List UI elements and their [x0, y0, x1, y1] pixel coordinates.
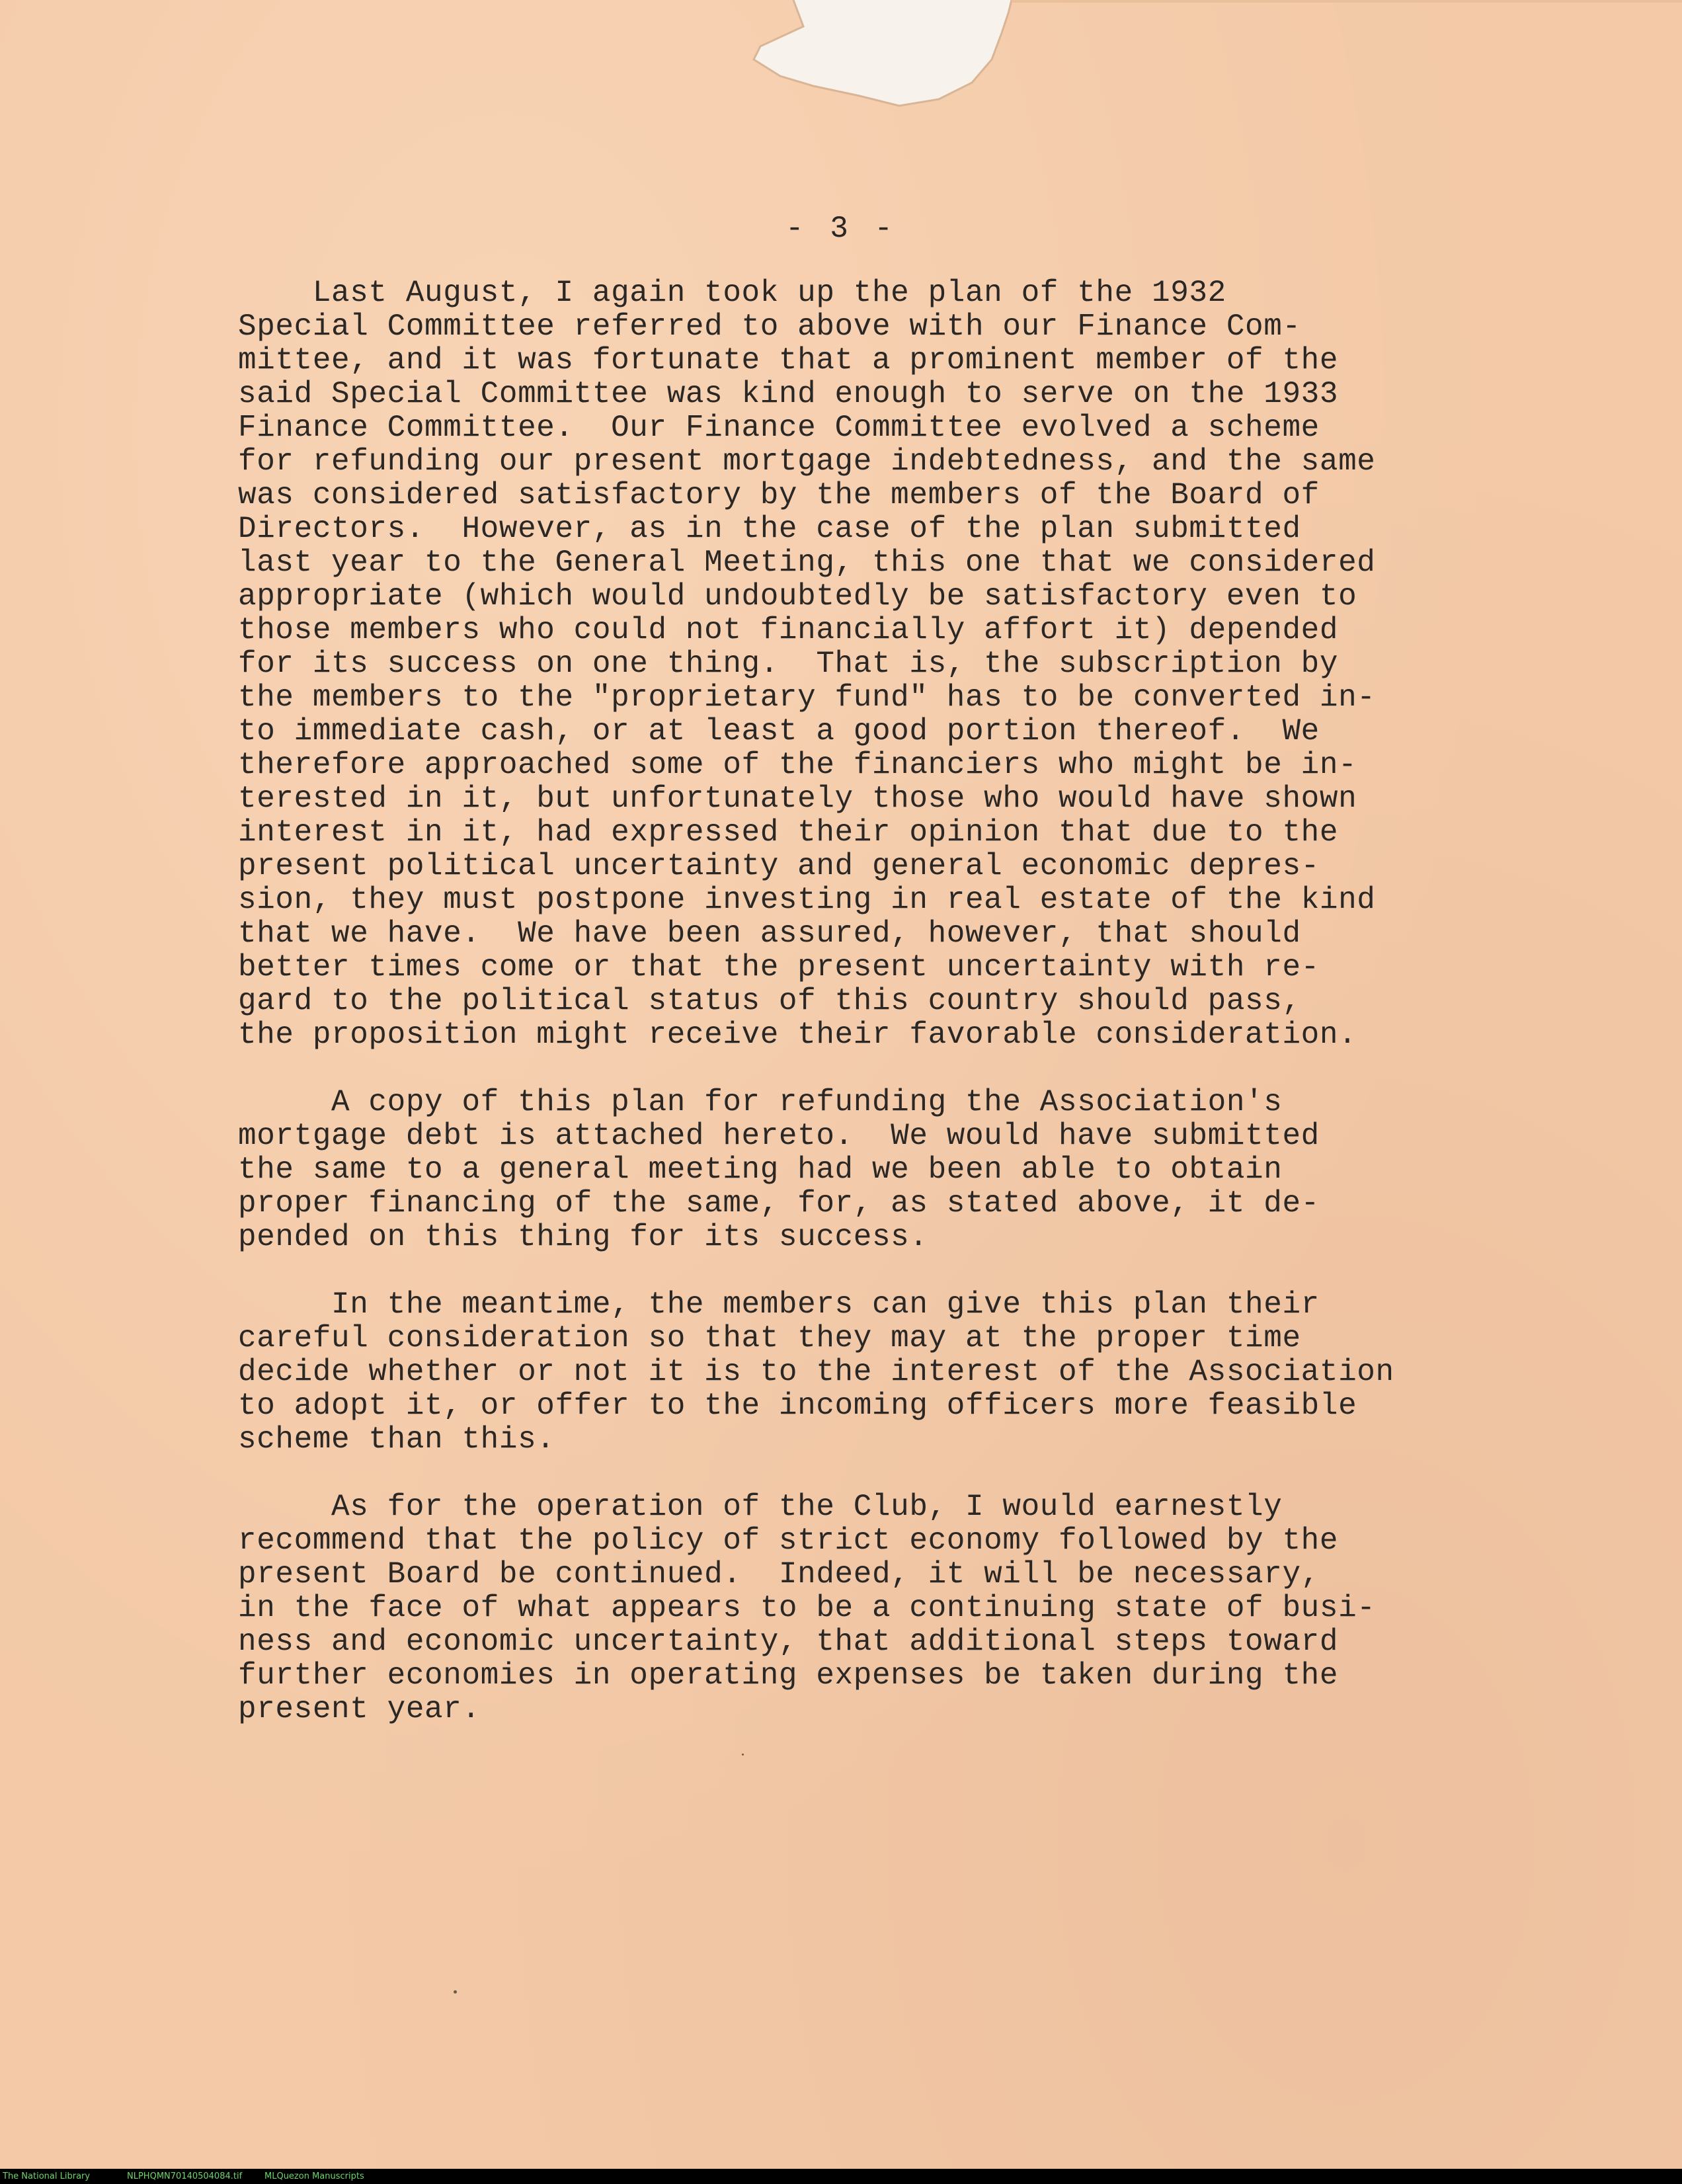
- paper-speck: [742, 1754, 744, 1756]
- text-line: present year.: [238, 1692, 481, 1726]
- page-number: - 3 -: [785, 212, 897, 246]
- text-line: As for the operation of the Club, I would earnestly: [238, 1490, 1283, 1524]
- text-line: interest in it, had expressed their opinion that due to the: [238, 815, 1339, 850]
- text-line: present Board be continued. Indeed, it will be necessary,: [238, 1557, 1320, 1592]
- text-line: mortgage debt is attached hereto. We would have submitted: [238, 1119, 1320, 1153]
- text-line: decide whether or not it is to the interest of the Association: [238, 1355, 1394, 1389]
- text-line: that we have. We have been assured, however, that should: [238, 916, 1301, 951]
- paragraph: [238, 1288, 1494, 1457]
- text-line: further economies in operating expenses be taken during the: [238, 1658, 1339, 1693]
- paragraph: [238, 1086, 1494, 1254]
- text-line: careful consideration so that they may at the proper time: [238, 1321, 1301, 1355]
- text-line: gard to the political status of this country should pass,: [238, 984, 1301, 1018]
- text-line: for its success on one thing. That is, the subscription by: [238, 647, 1339, 681]
- text-line: proper financing of the same, for, as stated above, it de-: [238, 1186, 1320, 1221]
- text-line: sion, they must postpone investing in real estate of the kind: [238, 883, 1376, 917]
- text-line: the members to the "proprietary fund" has to be converted in-: [238, 680, 1376, 715]
- footer-library: The National Library: [3, 2171, 91, 2181]
- text-line: was considered satisfactory by the members of the Board of: [238, 478, 1320, 512]
- text-line: In the meantime, the members can give this plan their: [238, 1287, 1320, 1322]
- text-line: Finance Committee. Our Finance Committee evolved a scheme: [238, 411, 1320, 445]
- text-line: present political uncertainty and general economic depres-: [238, 849, 1320, 883]
- text-line: to immediate cash, or at least a good portion thereof. We: [238, 714, 1320, 748]
- text-line: therefore approached some of the financiers who might be in-: [238, 748, 1357, 782]
- footer-collection: MLQuezon Manuscripts: [264, 2171, 364, 2181]
- text-line: the same to a general meeting had we been able to obtain: [238, 1153, 1283, 1187]
- paragraph: [238, 276, 1494, 1052]
- text-line: better times come or that the present uncertainty with re-: [238, 950, 1320, 985]
- text-line: appropriate (which would undoubtedly be satisfactory even to: [238, 579, 1357, 614]
- text-line: scheme than this.: [238, 1422, 555, 1457]
- text-line: said Special Committee was kind enough to serve on the 1933: [238, 377, 1339, 411]
- text-line: to adopt it, or offer to the incoming officers more feasible: [238, 1389, 1357, 1423]
- torn-paper-edge: [0, 0, 1682, 119]
- paragraph: [238, 1490, 1494, 1726]
- text-line: Directors. However, as in the case of the plan submitted: [238, 512, 1301, 546]
- text-line: the proposition might receive their favorable consideration.: [238, 1018, 1357, 1052]
- text-line: in the face of what appears to be a continuing state of busi-: [238, 1591, 1376, 1625]
- text-line: A copy of this plan for refunding the Association's: [238, 1085, 1283, 1119]
- text-line: those members who could not financially affort it) depended: [238, 613, 1339, 647]
- paper-speck: [454, 1990, 457, 1994]
- footer-file: NLPHQMN70140504084.tif: [127, 2171, 243, 2181]
- text-line: last year to the General Meeting, this one that we considered: [238, 546, 1376, 580]
- text-line: ness and economic uncertainty, that additional steps toward: [238, 1625, 1339, 1659]
- text-line: Special Committee referred to above with our Finance Com-: [238, 309, 1301, 344]
- text-line: recommend that the policy of strict economy followed by the: [238, 1523, 1339, 1558]
- text-line: mittee, and it was fortunate that a prominent member of the: [238, 343, 1339, 378]
- text-line: for refunding our present mortgage indebtedness, and the same: [238, 444, 1376, 479]
- text-line: Last August, I again took up the plan of the 1932: [238, 276, 1226, 310]
- scan-footer: [0, 2169, 1682, 2184]
- letter-body: [238, 276, 1494, 1760]
- text-line: terested in it, but unfortunately those who would have shown: [238, 782, 1357, 816]
- text-line: pended on this thing for its success.: [238, 1220, 928, 1254]
